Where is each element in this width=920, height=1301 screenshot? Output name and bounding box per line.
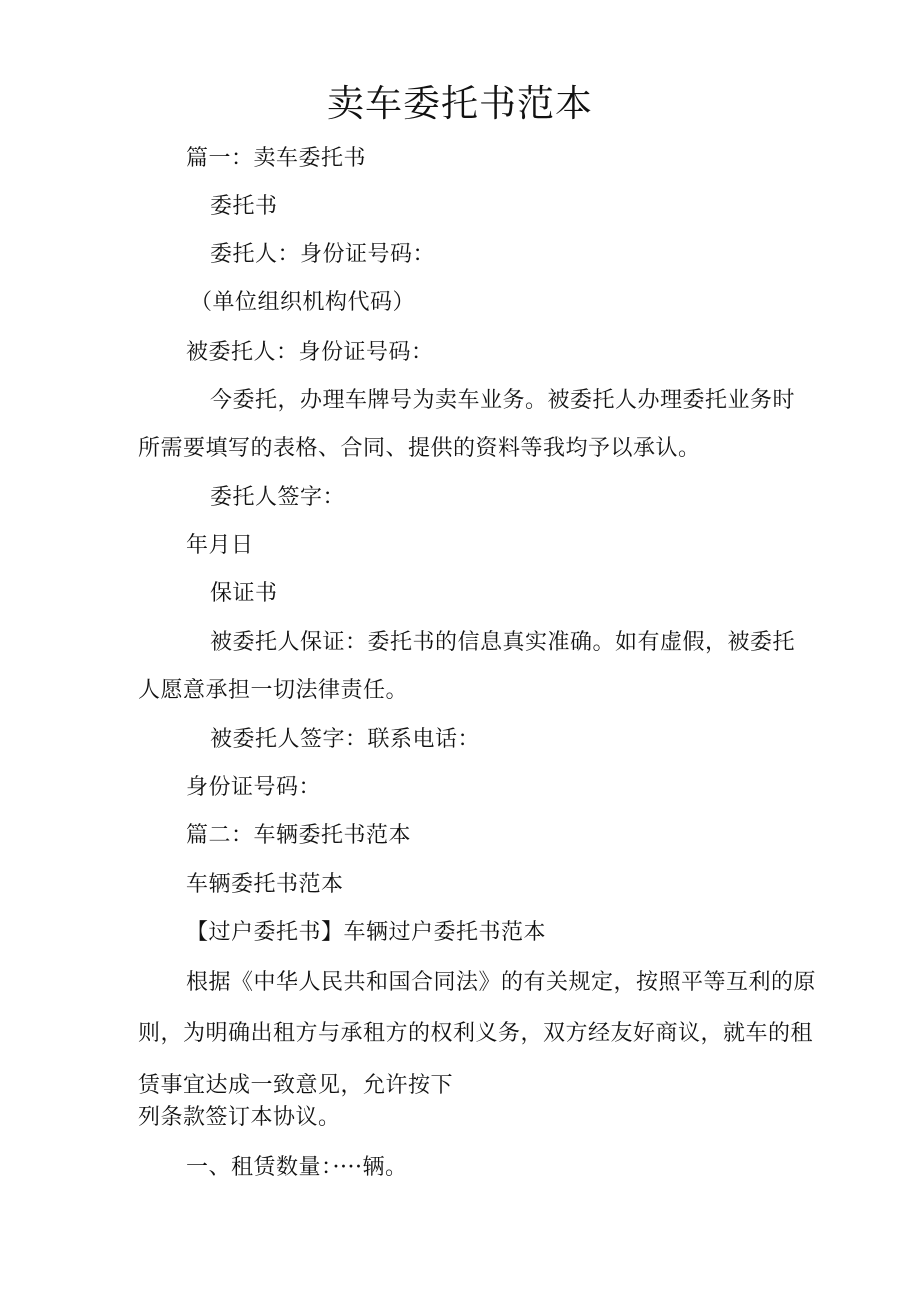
text-line: 委托人签字： bbox=[210, 485, 346, 510]
text-line: 被委托人保证：委托书的信息真实准确。如有虚假，被委托 bbox=[210, 630, 796, 655]
text-line: （单位组织机构代码） bbox=[190, 290, 416, 315]
text-line: 篇二：车辆委托书范本 bbox=[186, 823, 412, 848]
text-line: 车辆委托书范本 bbox=[186, 872, 344, 897]
text-line: 则，为明确出租方与承租方的权利义务，双方经友好商议，就车的租 bbox=[138, 1021, 814, 1046]
text-line: 被委托人签字：联系电话： bbox=[210, 727, 481, 752]
text-line: 今委托，办理车牌号为卖车业务。被委托人办理委托业务时 bbox=[210, 388, 796, 413]
text-line: 委托书 bbox=[210, 194, 278, 219]
text-line: 根据《中华人民共和国合同法》的有关规定，按照平等互利的原 bbox=[186, 970, 817, 995]
text-line: 所需要填写的表格、合同、提供的资料等我均予以承认。 bbox=[138, 436, 701, 461]
text-line: 人愿意承担一切法律责任。 bbox=[138, 678, 409, 703]
text-line: 身份证号码： bbox=[186, 775, 322, 800]
text-line: 列条款签订本协议。 bbox=[138, 1105, 341, 1130]
text-line: 保证书 bbox=[210, 581, 278, 606]
text-line: 委托人：身份证号码： bbox=[210, 242, 436, 267]
document-title: 卖车委托书范本 bbox=[327, 82, 593, 125]
text-line: 篇一：卖车委托书 bbox=[186, 146, 367, 171]
text-line: 【过户委托书】车辆过户委托书范本 bbox=[186, 920, 547, 945]
text-line: 一、租赁数量：····辆。 bbox=[186, 1155, 408, 1180]
text-line: 赁事宜达成一致意见，允许按下 bbox=[138, 1073, 454, 1098]
text-line: 被委托人：身份证号码： bbox=[186, 340, 434, 365]
text-line: 年月日 bbox=[186, 533, 254, 558]
